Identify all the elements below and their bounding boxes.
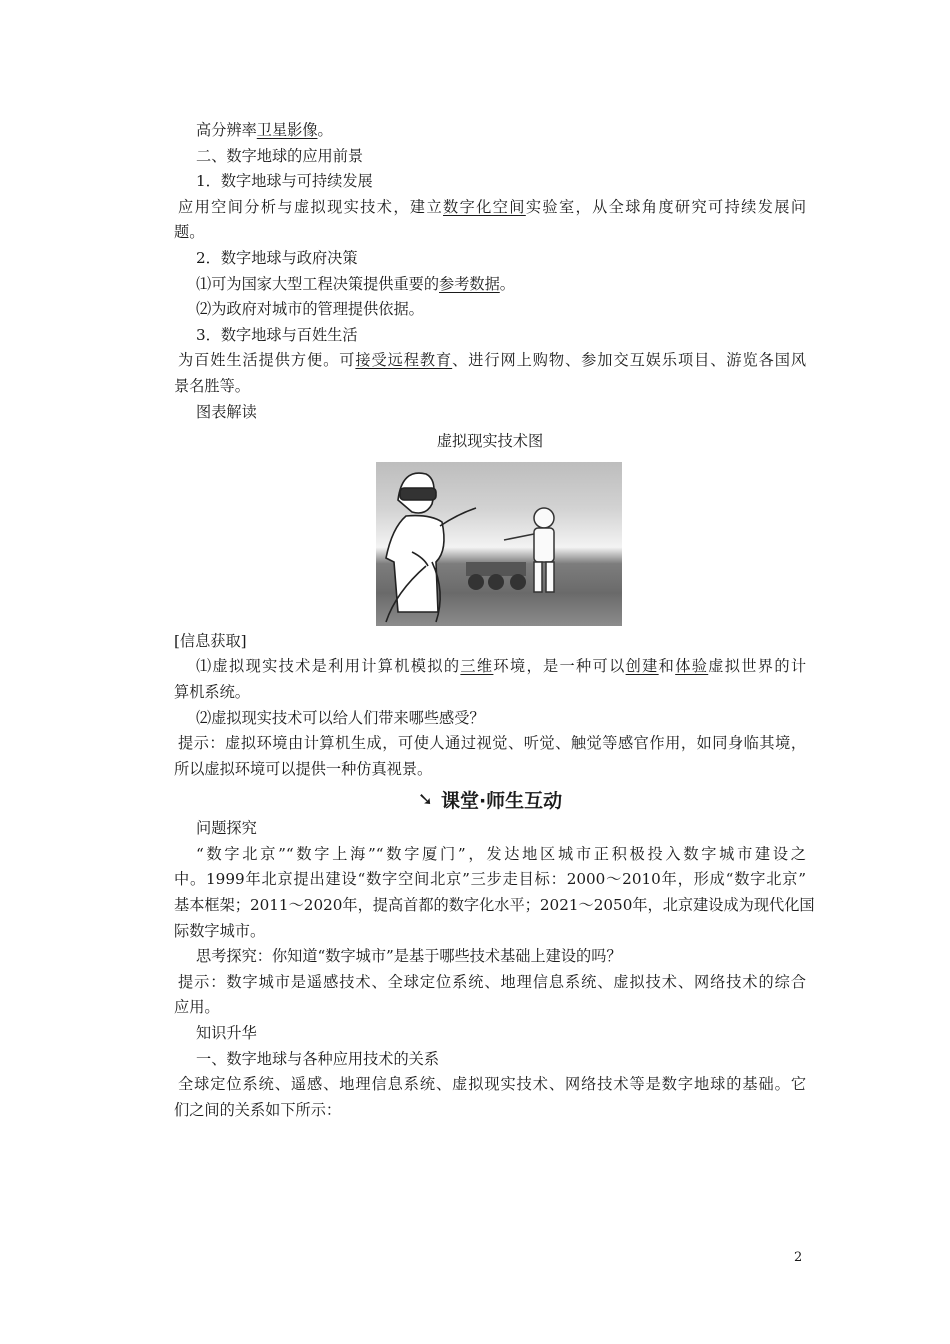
paragraph-continuation: 景名胜等。	[174, 376, 250, 395]
subheading: 知识升华	[196, 1024, 257, 1043]
paragraph: 应用空间分析与虚拟现实技术，建立数字化空间实验室，从全球角度研究可持续发展问	[178, 197, 806, 216]
underlined-term: 卫星影像	[256, 121, 318, 139]
subsection-heading: 2．数字地球与政府决策	[196, 248, 358, 267]
section-heading: 一、数字地球与各种应用技术的关系	[196, 1049, 439, 1068]
person-with-vr-headset	[386, 473, 476, 622]
list-item: ⑵虚拟现实技术可以给人们带来哪些感受？	[196, 708, 485, 727]
list-item: ⑵为政府对城市的管理提供依据。	[196, 300, 424, 319]
subsection-heading: 1．数字地球与可持续发展	[196, 172, 373, 191]
paragraph-continuation: 中。1999年北京提出建设“数字空间北京”三步走目标：2000～2010年，形成“数字北京”	[174, 870, 806, 889]
section-banner	[174, 782, 806, 816]
underlined-term: 体验	[675, 657, 709, 676]
paragraph-continuation: 所以虚拟环境可以提供一种仿真视景。	[174, 759, 433, 778]
paragraph-continuation: 际数字城市。	[174, 921, 266, 940]
figure-title: 虚拟现实技术图	[436, 432, 544, 451]
rover-wheel	[468, 574, 484, 590]
paragraph: 全球定位系统、遥感、地理信息系统、虚拟现实技术、网络技术等是数字地球的基础。它	[178, 1075, 806, 1094]
paragraph-continuation: 基本框架；2011～2020年，提高首都的数字化水平；2021～2050年，北京建设成为现代化国	[174, 896, 815, 915]
list-item: ⑴可为国家大型工程决策提供重要的参考数据。	[196, 274, 515, 293]
paragraph: 思考探究：你知道“数字城市”是基于哪些技术基础上建设的吗？	[196, 947, 622, 966]
paragraph: 提示：虚拟环境由计算机生成，可使人通过视觉、听觉、触觉等感官作用，如同身临其境，	[178, 734, 806, 753]
vr-illustration-drawing	[376, 462, 622, 626]
paragraph: 高分辨率卫星影像。	[196, 121, 333, 139]
page-content	[174, 118, 815, 1123]
rover-wheel	[510, 574, 526, 590]
paragraph-continuation: 题。	[174, 223, 205, 242]
section-banner-title: 课堂·师生互动	[440, 789, 563, 812]
paragraph: “数字北京”“数字上海”“数字厦门”，发达地区城市正积极投入数字城市建设之	[196, 844, 806, 863]
page-number: 2	[794, 1250, 803, 1265]
rover-body	[466, 562, 526, 576]
arrow-down-right-icon: ➘	[417, 788, 433, 810]
vr-illustration	[376, 462, 622, 626]
underlined-term: 三维	[460, 657, 494, 676]
underlined-term: 参考数据	[439, 274, 500, 293]
underlined-term: 数字化空间	[443, 197, 526, 216]
paragraph-continuation: 们之间的关系如下所示：	[174, 1100, 342, 1119]
underlined-term: 接受远程教育	[355, 351, 453, 370]
list-item: ⑴虚拟现实技术是利用计算机模拟的三维环境，是一种可以创建和体验虚拟世界的计	[196, 657, 807, 676]
paragraph: 为百姓生活提供方便。可接受远程教育、进行网上购物、参加交互娱乐项目、游览各国风	[178, 351, 807, 370]
section-heading: 二、数字地球的应用前景	[196, 146, 364, 165]
paragraph-continuation: 应用。	[174, 998, 220, 1017]
subsection-heading: 3．数字地球与百姓生活	[196, 325, 358, 344]
figure-heading: 图表解读	[196, 402, 257, 421]
underlined-term: 创建	[625, 657, 659, 676]
paragraph-continuation: 算机系统。	[174, 682, 250, 701]
rover-wheel	[488, 574, 504, 590]
info-label: [信息获取]	[174, 631, 247, 650]
paragraph: 提示：数字城市是遥感技术、全球定位系统、地理信息系统、虚拟技术、网络技术的综合	[178, 972, 806, 991]
subheading: 问题探究	[196, 819, 257, 838]
